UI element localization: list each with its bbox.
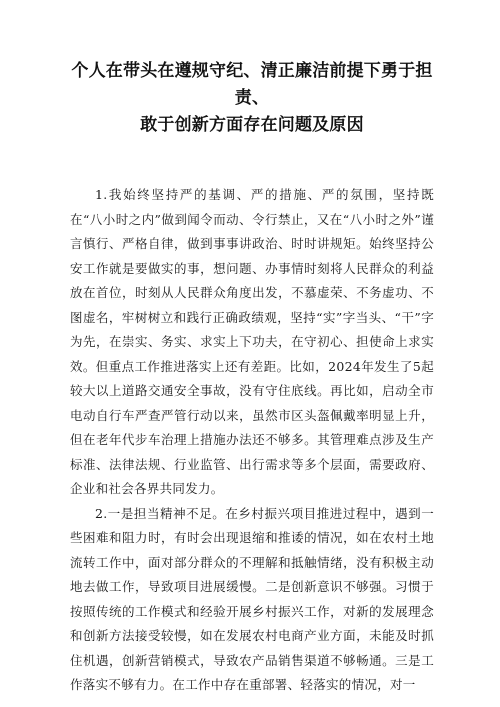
paragraph-1: 1.我始终坚持严的基调、严的措施、严的氛围，坚持既在“八小时之内”做到闻令而动、令行禁止，又在“八小时之外”谨言慎行、严格自律，做到事事讲政治、时时讲规矩。始终坚持公安工作就是要做实的事，想问题、办事情时刻将人民群众的利益放在首位，时刻从人民群众角度出发，不慕虚荣、不务虚功、不图虚名，牢树树立和践行正确政绩观，坚持“实”字当头、“干”字为先，在崇实、务实、求实上下功夫，在守初心、担使命上求实效。但重点工作推进落实上还有差距。比如，2024年发生了5起较大以上道路交通安全事故，没有守住底线。再比如，启动全市电动自行车严查严管行动以来，虽然市区头盔佩戴率明显上升，但在老年代步车治理上措施办法还不够多。其管理难点涉及生产标准、法律法规、行业监管、出行需求等多个层面，需要政府、企业和社会各界共同发力。: [70, 187, 434, 496]
title-line-2: 敢于创新方面存在问题及原因: [140, 115, 364, 135]
document-title: [70, 58, 434, 139]
paragraph-2: 2.一是担当精神不足。在乡村振兴项目推进过程中，遇到一些困难和阻力时，有时会出现退缩和推诿的情况，如在农村土地流转工作中，面对部分群众的不理解和抵触情绪，没有积极主动地去做工作，导致项目进展缓慢。二是创新意识不够强。习惯于按照传统的工作模式和经验开展乡村振兴工作，对新的发展理念和创新方法接受较慢，如在发展农村电商产业方面，未能及时抓住机遇，创新营销模式，导致农产品销售渠道不够畅通。三是工作落实不够有力。在工作中存在重部署、轻落实的情况，对一: [70, 505, 434, 692]
title-line-1: 个人在带头在遵规守纪、清正廉洁前提下勇于担责、: [71, 61, 433, 108]
